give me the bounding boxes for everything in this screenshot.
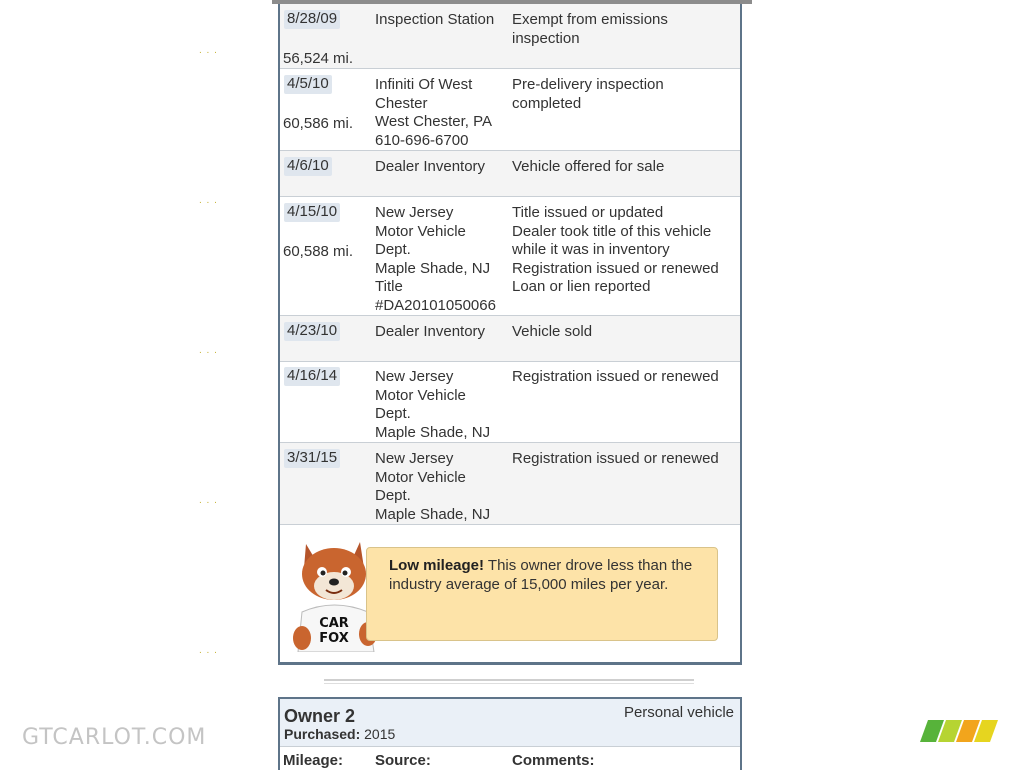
history-date: 8/28/09: [284, 10, 340, 29]
low-mileage-callout: [366, 547, 718, 641]
mascot-fox-text: FOX: [319, 631, 349, 646]
source-line: #DA20101050066: [375, 296, 496, 314]
source-line: Dept.: [375, 241, 411, 259]
history-row: [280, 69, 740, 151]
margin-dots: . . .: [199, 345, 218, 356]
history-mileage: 60,586 mi.: [283, 115, 354, 132]
site-logo-stripes-icon: [920, 720, 998, 742]
history-row: [280, 151, 740, 197]
history-source: [375, 204, 513, 316]
comment-line: Registration issued or renewed: [512, 450, 719, 467]
source-line: Dept.: [375, 487, 411, 505]
history-row: [280, 316, 740, 362]
history-mileage: 56,524 mi.: [283, 50, 354, 67]
source-line: Maple Shade, NJ: [375, 505, 491, 523]
source-line: Motor Vehicle: [375, 222, 466, 240]
source-line: Chester: [375, 94, 428, 112]
callout-text: This owner drove less than the industry average of 15,000 miles per year.: [389, 557, 693, 593]
history-row: [280, 197, 740, 316]
source-line: New Jersey: [375, 368, 454, 385]
history-source: [375, 368, 513, 442]
comment-line: Registration issued or renewed: [512, 259, 719, 277]
source-line: Inspection Station: [375, 11, 495, 28]
comment-line: Registration issued or renewed: [512, 368, 719, 385]
history-source: [375, 158, 513, 177]
history-comments: [512, 11, 738, 48]
source-line: Maple Shade, NJ: [375, 423, 491, 441]
history-source: [375, 76, 513, 150]
comment-line: while it was in inventory: [512, 241, 670, 259]
source-line: Infiniti Of West: [375, 76, 473, 93]
section-divider: [324, 683, 694, 684]
history-source: [375, 323, 513, 342]
history-row: [280, 4, 740, 69]
owner-title: Owner 2: [284, 706, 356, 726]
history-source: [375, 450, 513, 524]
col-header-mileage: Mileage:: [283, 752, 344, 769]
owner-header: [280, 699, 740, 747]
purchased-label: Purchased:: [284, 726, 361, 742]
margin-dots: . . .: [199, 195, 218, 206]
history-date: 4/16/14: [284, 367, 340, 386]
mascot-car-text: CAR: [319, 616, 349, 631]
source-line: Dept.: [375, 405, 411, 423]
comment-line: Loan or lien reported: [512, 278, 651, 296]
comment-line: inspection: [512, 29, 580, 47]
owner-purchased: [284, 726, 395, 742]
source-line: Motor Vehicle: [375, 386, 466, 404]
owner-2-panel: [278, 697, 742, 770]
col-header-source: Source:: [375, 752, 431, 769]
history-date: 3/31/15: [284, 449, 340, 468]
vehicle-history-panel: [278, 4, 742, 665]
margin-dots: . . .: [199, 45, 218, 56]
comment-line: Vehicle sold: [512, 323, 593, 340]
history-comments: [512, 204, 738, 297]
purchased-value: 2015: [364, 726, 396, 742]
history-comments: [512, 323, 738, 342]
owner-vehicle-type: Personal vehicle: [623, 704, 734, 721]
margin-dots: . . .: [199, 645, 218, 656]
source-line: Motor Vehicle: [375, 468, 466, 486]
col-header-comments: Comments:: [512, 752, 595, 769]
comment-line: completed: [512, 94, 582, 112]
history-comments: [512, 158, 738, 177]
comment-line: Title issued or updated: [512, 204, 664, 221]
source-line: Dealer Inventory: [375, 323, 486, 340]
history-row: [280, 443, 740, 525]
history-comments: [512, 450, 738, 469]
history-date: 4/23/10: [284, 322, 340, 341]
comment-line: Pre-delivery inspection: [512, 76, 664, 93]
history-date: 4/15/10: [284, 203, 340, 222]
history-mileage: 60,588 mi.: [283, 243, 354, 260]
source-line: New Jersey: [375, 450, 454, 467]
comment-line: Vehicle offered for sale: [512, 158, 665, 175]
history-source: [375, 11, 513, 30]
history-date: 4/5/10: [284, 75, 332, 94]
history-comments: [512, 368, 738, 387]
callout-bold: Low mileage!: [389, 557, 485, 574]
source-line: 610-696-6700: [375, 131, 469, 149]
watermark-logo: GTCARLOT.COM: [22, 725, 207, 750]
comment-line: Exempt from emissions: [512, 11, 668, 28]
comment-line: Dealer took title of this vehicle: [512, 222, 712, 240]
source-line: West Chester, PA: [375, 113, 492, 131]
history-comments: [512, 76, 738, 113]
margin-dots: . . .: [199, 495, 218, 506]
history-date: 4/6/10: [284, 157, 332, 176]
source-line: Title: [375, 278, 403, 296]
history-row: [280, 361, 740, 443]
source-line: Maple Shade, NJ: [375, 259, 491, 277]
source-line: Dealer Inventory: [375, 158, 486, 175]
section-divider: [324, 679, 694, 681]
source-line: New Jersey: [375, 204, 454, 221]
